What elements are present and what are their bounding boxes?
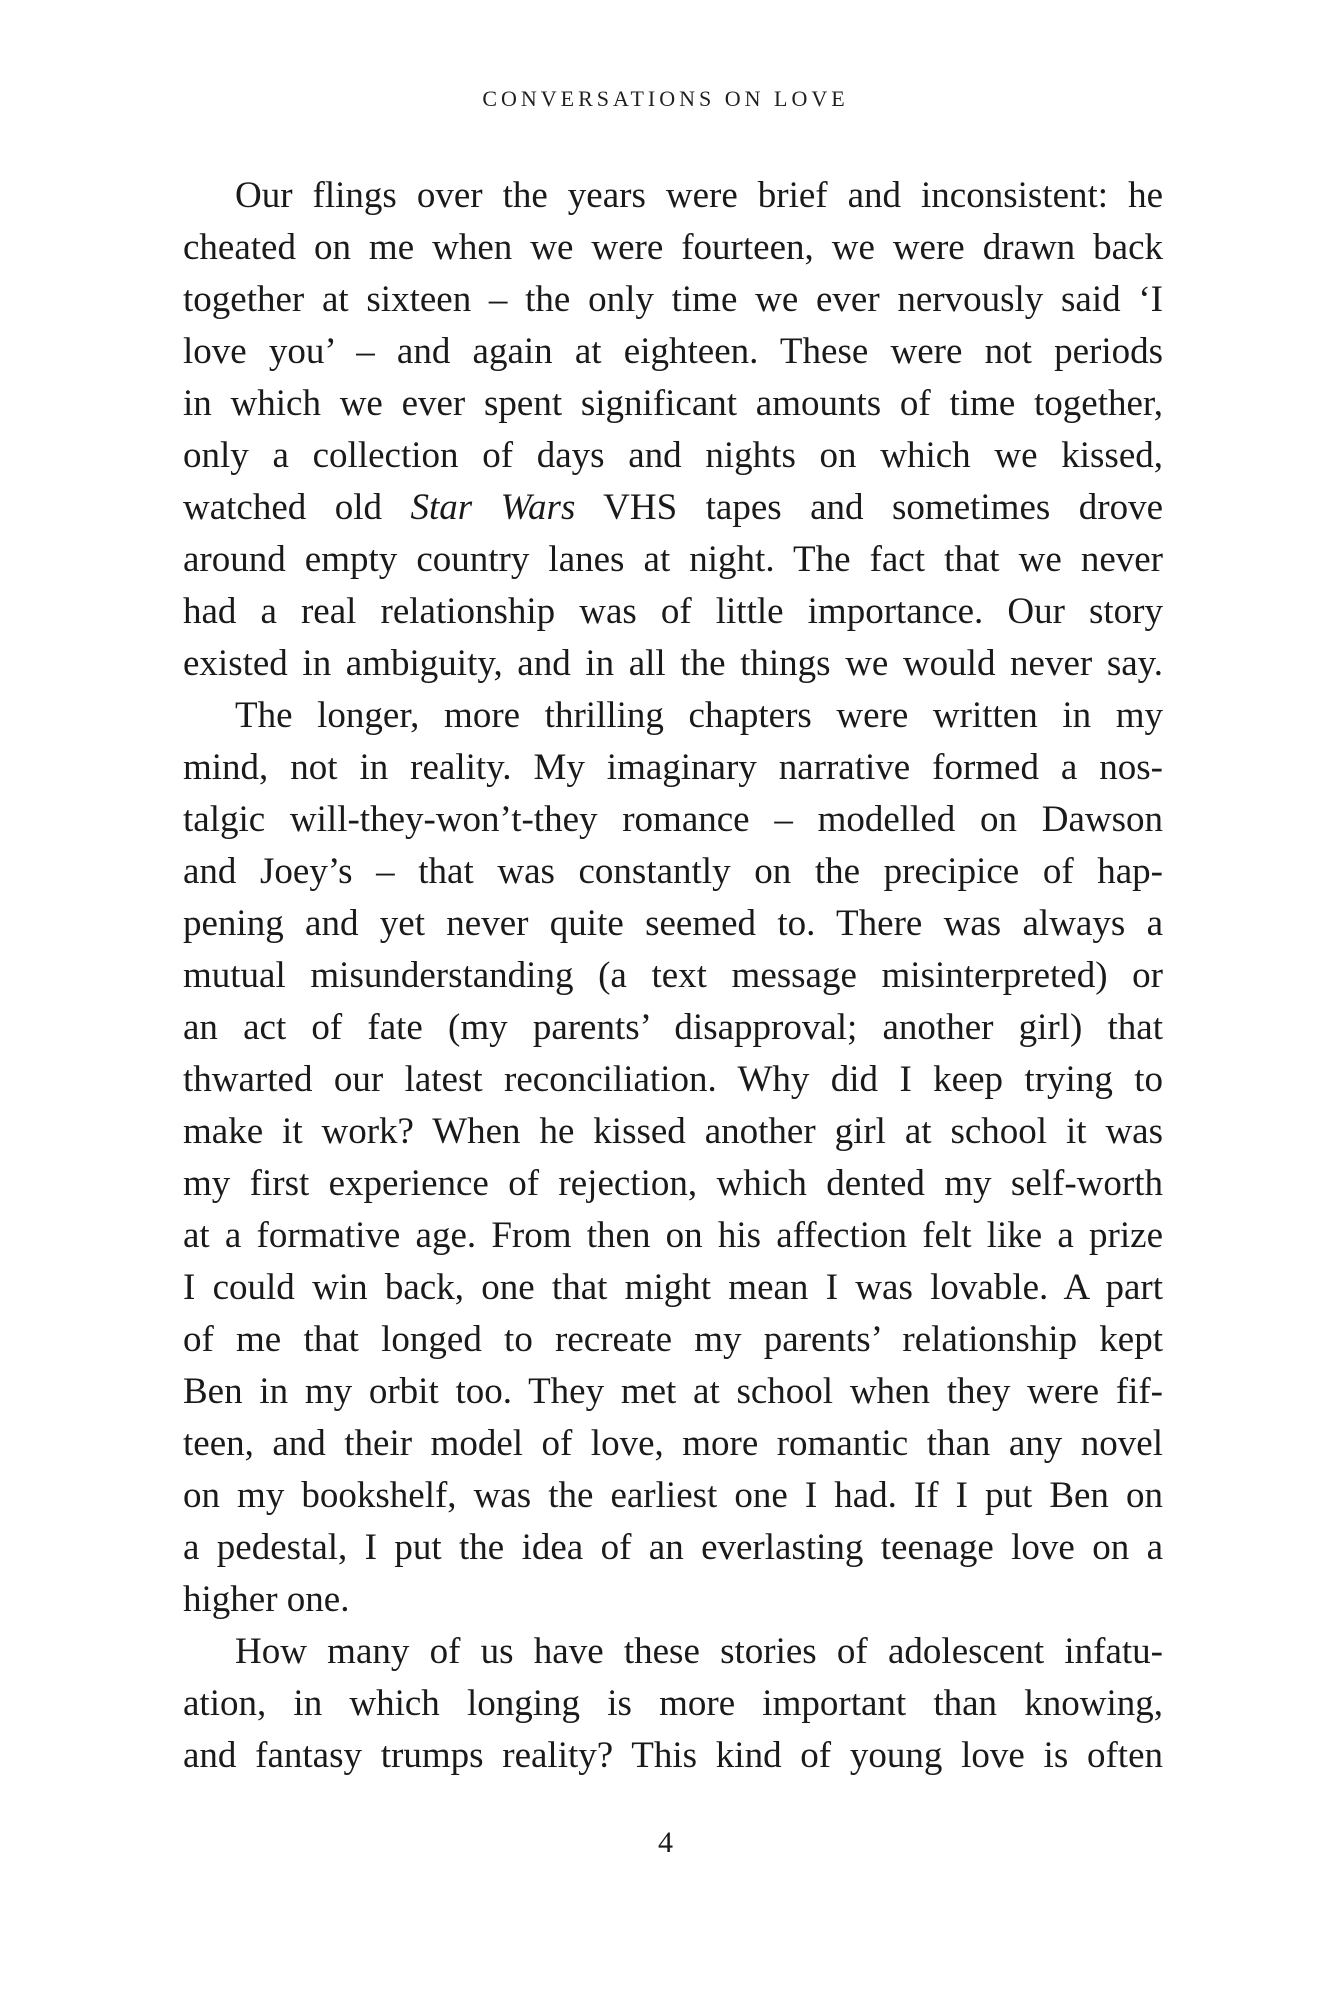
text-line: Ben in my orbit too. They met at school when they were fif- bbox=[183, 1371, 1163, 1412]
text-line-with-italic-title: watched old Star Wars VHS tapes and sometimes drove bbox=[183, 487, 1163, 528]
paragraph-1 bbox=[183, 170, 1163, 690]
text-line: mind, not in reality. My imaginary narrative formed a nos- bbox=[183, 747, 1163, 788]
text-line: How many of us have these stories of adolescent infatu- bbox=[235, 1631, 1163, 1672]
text-line: teen, and their model of love, more romantic than any novel bbox=[183, 1423, 1163, 1464]
text-line: thwarted our latest reconciliation. Why did I keep trying to bbox=[183, 1059, 1163, 1100]
text-line: at a formative age. From then on his affection felt like a prize bbox=[183, 1215, 1163, 1256]
text-line: existed in ambiguity, and in all the things we would never say. bbox=[183, 643, 1163, 684]
text-line: in which we ever spent significant amounts of time together, bbox=[183, 383, 1163, 424]
text-line: talgic will-they-won’t-they romance – modelled on Dawson bbox=[183, 799, 1163, 840]
text-line: higher one. bbox=[183, 1579, 350, 1620]
text-line: of me that longed to recreate my parents’ relationship kept bbox=[183, 1319, 1163, 1360]
text-line: I could win back, one that might mean I was lovable. A part bbox=[183, 1267, 1163, 1308]
italic-title: Star Wars bbox=[410, 487, 576, 528]
text-line: together at sixteen – the only time we ever nervously said ‘I bbox=[183, 279, 1163, 320]
text-line: an act of fate (my parents’ disapproval; another girl) that bbox=[183, 1007, 1163, 1048]
page-number: 4 bbox=[658, 1826, 673, 1859]
text-line: a pedestal, I put the idea of an everlasting teenage love on a bbox=[183, 1527, 1163, 1568]
body-text bbox=[183, 170, 1163, 1782]
text-line: cheated on me when we were fourteen, we were drawn back bbox=[183, 227, 1163, 268]
text-line: my first experience of rejection, which dented my self-worth bbox=[183, 1163, 1163, 1204]
text-line: Our flings over the years were brief and inconsistent: he bbox=[235, 175, 1163, 216]
text-line: The longer, more thrilling chapters were written in my bbox=[235, 695, 1163, 736]
text-line: had a real relationship was of little importance. Our story bbox=[183, 591, 1163, 632]
paragraph-3 bbox=[183, 1626, 1163, 1782]
text-line: and Joey’s – that was constantly on the precipice of hap- bbox=[183, 851, 1163, 892]
text-line: make it work? When he kissed another girl at school it was bbox=[183, 1111, 1163, 1152]
text-line: mutual misunderstanding (a text message misinterpreted) or bbox=[183, 955, 1163, 996]
text-line: on my bookshelf, was the earliest one I had. If I put Ben on bbox=[183, 1475, 1163, 1516]
text-line: love you’ – and again at eighteen. These were not periods bbox=[183, 331, 1163, 372]
text-line: around empty country lanes at night. The fact that we never bbox=[183, 539, 1163, 580]
text-line: pening and yet never quite seemed to. There was always a bbox=[183, 903, 1163, 944]
text-line: and fantasy trumps reality? This kind of young love is often bbox=[183, 1735, 1163, 1776]
running-head: CONVERSATIONS ON LOVE bbox=[482, 86, 849, 111]
text-line: ation, in which longing is more important than knowing, bbox=[183, 1683, 1163, 1724]
paragraph-2 bbox=[183, 690, 1163, 1626]
text-line: only a collection of days and nights on which we kissed, bbox=[183, 435, 1163, 476]
